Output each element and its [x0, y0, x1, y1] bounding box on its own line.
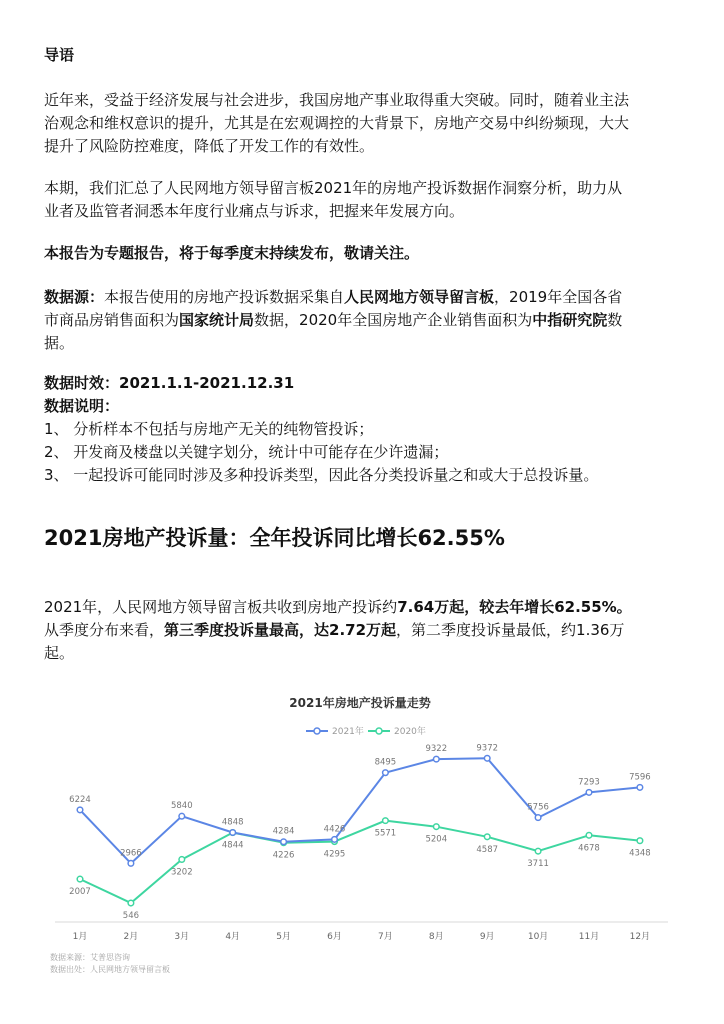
- data-point-0-1: [128, 861, 134, 867]
- section-bold-1: 7.64万起，较去年增长62.55%。: [397, 598, 632, 616]
- data-note-3: 3、 一起投诉可能同时涉及多种投诉类型，因此各分类投诉量之和或大于总投诉量。: [44, 466, 599, 484]
- data-point-0-5: [332, 837, 338, 843]
- chart-footnote-source: 数据来源：艾普思咨询: [50, 953, 130, 962]
- section-text-2: 从季度分布来看，: [44, 621, 165, 639]
- data-label-1-8: 4587: [476, 844, 499, 855]
- data-label-1-3: 4844: [221, 840, 244, 851]
- x-tick-label-3: 4月: [225, 932, 241, 942]
- intro-heading: 导语: [44, 46, 75, 64]
- data-source-bold-2: 国家统计局: [179, 311, 255, 329]
- legend-marker-0: [314, 728, 320, 734]
- intro-paragraph-2-line-1: 本期，我们汇总了人民网地方领导留言板2021年的房地产投诉数据作洞察分析，助力从: [44, 179, 623, 197]
- x-tick-label-11: 12月: [629, 932, 651, 942]
- data-point-0-3: [230, 830, 236, 836]
- data-label-0-0: 6224: [69, 794, 91, 805]
- section-paragraph-line-2: [44, 619, 624, 642]
- data-label-0-5: 4426: [323, 824, 346, 835]
- section-text-3: ，第二季度投诉量最低，约1.36万: [396, 621, 625, 639]
- data-point-0-8: [484, 755, 490, 761]
- data-source-line-3: 据。: [44, 334, 75, 352]
- data-point-1-8: [484, 834, 490, 840]
- chart-title: 2021年房地产投诉量走势: [289, 696, 431, 710]
- data-point-0-0: [77, 807, 83, 813]
- data-source-line-2: [44, 309, 622, 332]
- data-period: 数据时效：2021.1.1-2021.12.31: [44, 374, 295, 392]
- data-source-text-1: 本报告使用的房地产投诉数据采集自: [104, 288, 345, 306]
- intro-paragraph-1-line-2: 治观念和维权意识的提升，尤其是在宏观调控的大背景下，房地产交易中纠纷频现，大大: [44, 114, 630, 132]
- data-notes-title: 数据说明：: [44, 397, 120, 415]
- x-tick-label-7: 8月: [428, 932, 444, 942]
- intro-paragraph-1-line-3: 提升了风险防控难度，降低了开发工作的有效性。: [44, 137, 375, 155]
- data-label-1-5: 4295: [323, 849, 346, 860]
- data-point-0-10: [586, 790, 592, 796]
- data-source-label: 数据源：: [44, 288, 105, 306]
- data-source-text-5: 数: [607, 311, 623, 329]
- report-notice: 本报告为专题报告，将于每季度末持续发布，敬请关注。: [44, 244, 420, 262]
- data-note-1: 1、 分析样本不包括与房地产无关的纯物管投诉；: [44, 420, 374, 438]
- data-label-1-4: 4226: [272, 850, 295, 861]
- data-point-0-2: [179, 813, 185, 819]
- data-point-1-6: [383, 818, 389, 824]
- intro-paragraph-2-line-2: 业者及监管者洞悉本年度行业痛点与诉求，把握来年发展方向。: [44, 202, 465, 220]
- x-tick-label-10: 11月: [578, 932, 600, 942]
- legend-label-1: 2020年: [394, 727, 426, 737]
- data-label-0-6: 8495: [374, 757, 397, 768]
- x-tick-label-0: 1月: [72, 932, 88, 942]
- data-point-0-11: [637, 785, 643, 791]
- data-label-1-11: 4348: [629, 848, 651, 859]
- data-label-1-1: 546: [122, 911, 140, 922]
- data-source-line-1: [44, 286, 622, 309]
- data-label-0-10: 7293: [578, 777, 600, 788]
- data-source-text-4: 数据，2020年全国房地产企业销售面积为: [254, 311, 533, 329]
- data-label-1-7: 5204: [425, 834, 448, 845]
- legend-marker-1: [376, 728, 382, 734]
- data-label-1-0: 2007: [69, 887, 91, 898]
- x-tick-label-8: 9月: [479, 932, 495, 942]
- intro-paragraph-1-line-1: 近年来，受益于经济发展与社会进步，我国房地产事业取得重大突破。同时，随着业主法: [44, 91, 630, 109]
- x-tick-label-5: 6月: [327, 932, 342, 942]
- series-line-0: [80, 758, 640, 863]
- data-point-1-7: [434, 824, 440, 830]
- data-point-1-11: [637, 838, 643, 844]
- data-label-0-3: 4848: [221, 817, 244, 828]
- data-point-0-7: [434, 756, 440, 762]
- section-paragraph-line-1: [44, 596, 632, 619]
- data-point-1-1: [128, 900, 134, 906]
- data-point-1-10: [586, 832, 592, 838]
- data-label-0-1: 2966: [120, 848, 142, 859]
- data-point-1-0: [77, 876, 83, 882]
- x-tick-label-2: 3月: [174, 932, 190, 942]
- section-title: 2021房地产投诉量：全年投诉同比增长62.55%: [44, 526, 505, 550]
- x-tick-label-9: 10月: [527, 932, 549, 942]
- data-point-0-6: [383, 770, 389, 776]
- data-label-0-4: 4284: [272, 826, 295, 837]
- data-point-1-9: [535, 848, 541, 854]
- x-tick-label-4: 5月: [276, 932, 291, 942]
- data-point-1-2: [179, 857, 185, 863]
- data-label-0-9: 5756: [527, 802, 549, 813]
- chart-svg: [40, 680, 680, 980]
- data-label-1-6: 5571: [374, 828, 397, 839]
- section-text-1: 2021年，人民网地方领导留言板共收到房地产投诉约: [44, 598, 398, 616]
- data-source-bold-3: 中指研究院: [532, 311, 608, 329]
- x-tick-label-1: 2月: [123, 932, 139, 942]
- data-label-1-2: 3202: [170, 867, 193, 878]
- section-bold-2: 第三季度投诉量最高，达2.72万起: [164, 621, 397, 639]
- section-paragraph-line-3: 起。: [44, 644, 75, 662]
- data-note-2: 2、 开发商及楼盘以关键字划分，统计中可能存在少许遗漏；: [44, 443, 449, 461]
- data-source-text-2: ，2019年全国各省: [494, 288, 623, 306]
- data-label-0-8: 9372: [476, 743, 499, 754]
- data-label-1-10: 4678: [578, 843, 600, 854]
- data-label-0-11: 7596: [629, 772, 651, 783]
- complaint-trend-chart: [40, 680, 680, 980]
- data-point-0-4: [281, 839, 287, 845]
- data-point-0-9: [535, 815, 541, 821]
- data-label-0-2: 5840: [170, 801, 193, 812]
- data-label-0-7: 9322: [425, 744, 448, 755]
- chart-footnote-origin: 数据出处：人民网地方领导留言板: [50, 965, 170, 974]
- x-tick-label-6: 7月: [378, 932, 393, 942]
- data-label-1-9: 3711: [527, 859, 549, 870]
- legend-label-0: 2021年: [332, 727, 364, 737]
- data-source-bold-1: 人民网地方领导留言板: [344, 288, 495, 306]
- data-source-text-3: 市商品房销售面积为: [44, 311, 180, 329]
